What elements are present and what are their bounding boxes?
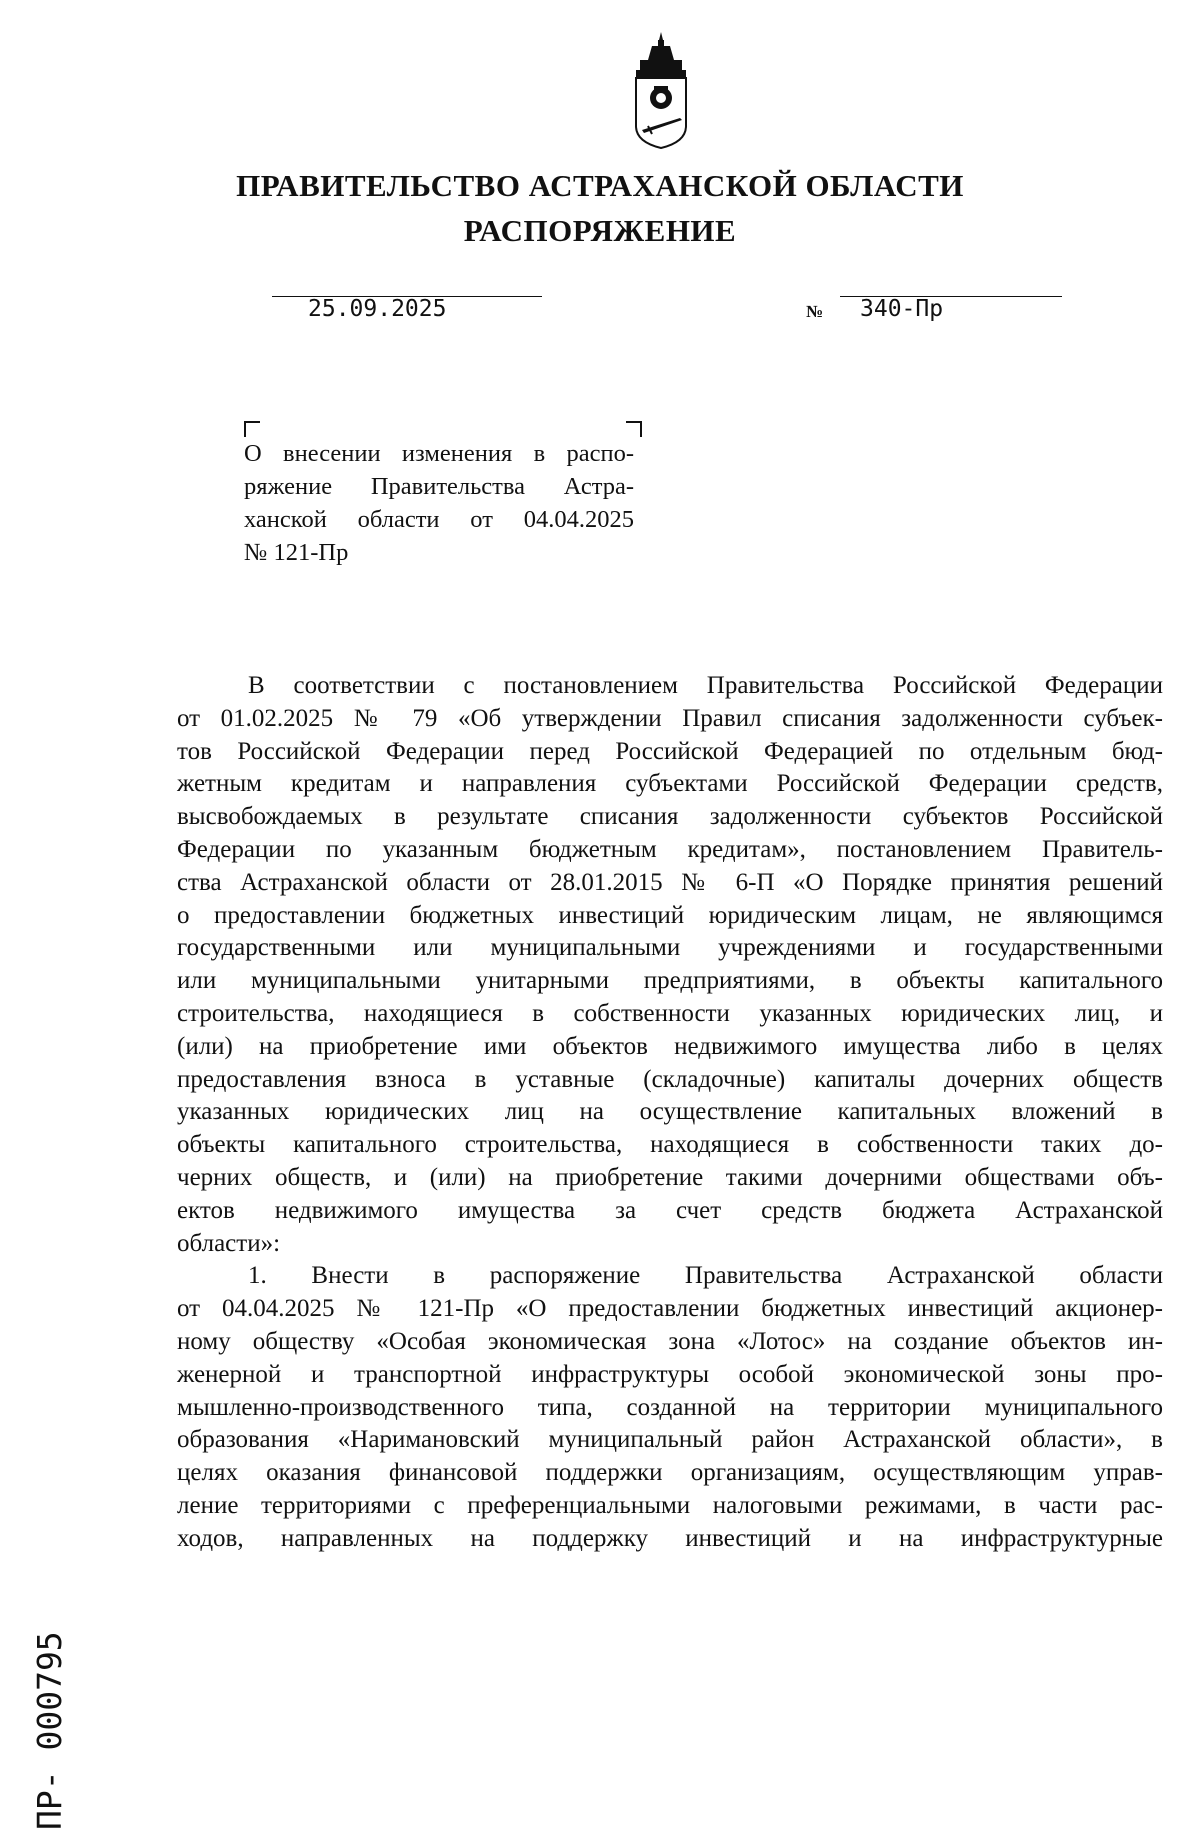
body-line: целях оказания финансовой поддержки организациям, осуществляющим управ- <box>177 1459 1163 1487</box>
body-line: ному обществу «Особая экономическая зона «Лотос» на создание объектов ин- <box>177 1327 1163 1355</box>
body-line: ектов недвижимого имущества за счет средств бюджета Астраханской <box>177 1196 1163 1224</box>
subject-bracket-right <box>626 421 642 437</box>
body-line: государственными или муниципальными учреждениями и государственными <box>177 934 1163 962</box>
body-line: области»: <box>177 1229 281 1257</box>
government-title: ПРАВИТЕЛЬСТВО АСТРАХАНСКОЙ ОБЛАСТИ <box>236 168 964 203</box>
body-line: черних обществ, и (или) на приобретение такими дочерними обществами объ- <box>177 1163 1163 1191</box>
subject-line: ряжение Правительства Астра- <box>244 473 634 500</box>
body-line: строительства, находящиеся в собственности указанных юридических лиц, и <box>177 999 1163 1027</box>
subject-line: О внесении изменения в распо- <box>244 440 634 467</box>
body-line: женерной и транспортной инфраструктуры особой экономической зоны про- <box>177 1360 1163 1388</box>
document-body <box>177 670 1163 1556</box>
body-line: ства Астраханской области от 28.01.2015 № 6-П «О Порядке принятия решений <box>177 868 1163 896</box>
body-line: указанных юридических лиц на осуществление капитальных вложений в <box>177 1098 1163 1126</box>
body-line: от 04.04.2025 № 121-Пр «О предоставлении бюджетных инвестиций акционер- <box>177 1295 1163 1323</box>
number-label: № <box>806 302 824 321</box>
body-line: предоставления взноса в уставные (складочные) капиталы дочерних обществ <box>177 1065 1163 1093</box>
body-line: В соответствии с постановлением Правительства Российской Федерации <box>248 672 1163 699</box>
document-date: 25.09.2025 <box>308 296 447 322</box>
subject-line: ханской области от 04.04.2025 <box>244 506 634 533</box>
body-line: мышленно-производственного типа, созданной на территории муниципального <box>177 1393 1163 1421</box>
document-type: РАСПОРЯЖЕНИЕ <box>463 213 737 248</box>
subject-line: № 121-Пр <box>244 539 349 566</box>
body-line: ходов, направленных на поддержку инвестиций и на инфраструктурные <box>177 1524 1163 1552</box>
document-number: 340-Пр <box>860 296 944 322</box>
body-line: ление территориями с преференциальными налоговыми режимами, в части рас- <box>177 1491 1163 1519</box>
body-line: тов Российской Федерации перед Российской Федерацией по отдельным бюд- <box>177 737 1163 765</box>
body-line: образования «Наримановский муниципальный район Астраханской области», в <box>177 1426 1163 1454</box>
subject-bracket-left <box>244 421 260 437</box>
body-line: жетным кредитам и направления субъектами Российской Федерации средств, <box>177 770 1163 798</box>
body-line: (или) на приобретение ими объектов недвижимого имущества либо в целях <box>177 1032 1163 1060</box>
body-line: высвобождаемых в результате списания задолженности субъектов Российской <box>177 803 1163 831</box>
body-line: объекты капитального строительства, находящиеся в собственности таких до- <box>177 1131 1163 1159</box>
body-line: о предоставлении бюджетных инвестиций юридическим лицам, не являющимся <box>177 901 1163 929</box>
body-line: от 01.02.2025 № 79 «Об утверждении Правил списания задолженности субъек- <box>177 704 1163 732</box>
body-line: или муниципальными унитарными предприятиями, в объекты капитального <box>177 967 1163 995</box>
body-line: 1. Внести в распоряжение Правительства Астраханской области <box>248 1262 1163 1290</box>
subject-block <box>244 437 634 569</box>
registration-stamp: ПР- 000795 <box>30 1631 69 1830</box>
coat-of-arms-icon <box>628 30 694 150</box>
body-line: Федерации по указанным бюджетным кредитам», постановлением Правитель- <box>177 835 1163 863</box>
